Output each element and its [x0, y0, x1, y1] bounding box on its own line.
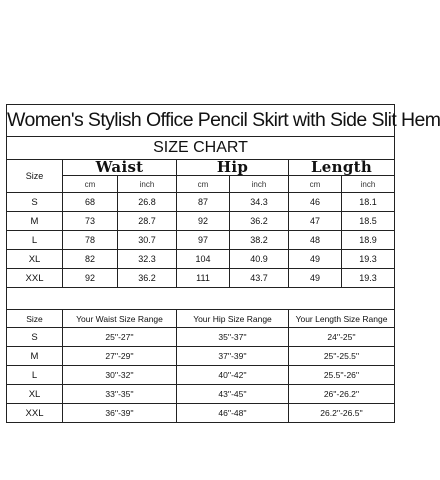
table-row	[7, 250, 395, 269]
value-cell: 19.3	[342, 269, 395, 288]
measurement-section	[7, 160, 395, 288]
value-cell: 30.7	[118, 231, 177, 250]
size-chart-table	[6, 104, 440, 288]
size-chart-label: SIZE CHART	[7, 137, 395, 160]
product-title: Women's Stylish Office Pencil Skirt with Side Slit Hem	[7, 105, 395, 137]
value-cell: 46	[289, 193, 342, 212]
size-cell: XXL	[7, 404, 63, 423]
table-divider	[7, 288, 395, 310]
range-cell: 25''-27''	[63, 328, 177, 347]
range-cell: 43''-45''	[177, 385, 289, 404]
value-cell: 104	[177, 250, 230, 269]
range-cell: 30''-32''	[63, 366, 177, 385]
size-cell: L	[7, 366, 63, 385]
size-cell: S	[7, 193, 63, 212]
value-cell: 92	[63, 269, 118, 288]
range-cell: 24''-25''	[289, 328, 395, 347]
unit-label: cm	[177, 176, 230, 193]
hip-range-header: Your Hip Size Range	[177, 310, 289, 328]
range-cell: 40''-42''	[177, 366, 289, 385]
value-cell: 111	[177, 269, 230, 288]
value-cell: 18.9	[342, 231, 395, 250]
unit-label: cm	[289, 176, 342, 193]
range-cell: 27''-29''	[63, 347, 177, 366]
range-cell: 26''-26.2''	[289, 385, 395, 404]
value-cell: 87	[177, 193, 230, 212]
size-column-header: Size	[7, 160, 63, 193]
value-cell: 28.7	[118, 212, 177, 231]
value-cell: 36.2	[230, 212, 289, 231]
value-cell: 19.3	[342, 250, 395, 269]
value-cell: 48	[289, 231, 342, 250]
value-cell: 38.2	[230, 231, 289, 250]
table-row	[7, 404, 395, 423]
table-row	[7, 328, 395, 347]
value-cell: 32.3	[118, 250, 177, 269]
table-row	[7, 366, 395, 385]
size-chart-container	[6, 104, 440, 423]
size-cell: XXL	[7, 269, 63, 288]
size-cell: XL	[7, 385, 63, 404]
unit-label: inch	[342, 176, 395, 193]
value-cell: 68	[63, 193, 118, 212]
table-row	[7, 231, 395, 250]
value-cell: 40.9	[230, 250, 289, 269]
value-cell: 36.2	[118, 269, 177, 288]
value-cell: 26.8	[118, 193, 177, 212]
range-section	[7, 310, 395, 423]
length-range-header: Your Length Size Range	[289, 310, 395, 328]
table-row	[7, 269, 395, 288]
value-cell: 78	[63, 231, 118, 250]
range-cell: 25''-25.5''	[289, 347, 395, 366]
size-column-header: Size	[7, 310, 63, 328]
size-cell: M	[7, 347, 63, 366]
value-cell: 43.7	[230, 269, 289, 288]
range-cell: 35''-37''	[177, 328, 289, 347]
range-cell: 25.5''-26''	[289, 366, 395, 385]
hip-group-header: Hip	[177, 160, 289, 176]
unit-label: inch	[230, 176, 289, 193]
value-cell: 92	[177, 212, 230, 231]
value-cell: 34.3	[230, 193, 289, 212]
table-row	[7, 212, 395, 231]
value-cell: 82	[63, 250, 118, 269]
length-group-header: Length	[289, 160, 395, 176]
value-cell: 73	[63, 212, 118, 231]
range-cell: 46''-48''	[177, 404, 289, 423]
table-row	[7, 193, 395, 212]
waist-group-header: Waist	[63, 160, 177, 176]
unit-label: cm	[63, 176, 118, 193]
table-row	[7, 385, 395, 404]
waist-range-header: Your Waist Size Range	[63, 310, 177, 328]
range-cell: 26.2''-26.5''	[289, 404, 395, 423]
unit-label: inch	[118, 176, 177, 193]
range-cell: 33''-35''	[63, 385, 177, 404]
value-cell: 49	[289, 269, 342, 288]
table-row	[7, 347, 395, 366]
size-range-table	[6, 288, 395, 423]
value-cell: 47	[289, 212, 342, 231]
value-cell: 97	[177, 231, 230, 250]
value-cell: 49	[289, 250, 342, 269]
range-cell: 36''-39''	[63, 404, 177, 423]
range-cell: 37''-39''	[177, 347, 289, 366]
size-cell: M	[7, 212, 63, 231]
size-cell: S	[7, 328, 63, 347]
value-cell: 18.5	[342, 212, 395, 231]
size-cell: L	[7, 231, 63, 250]
size-cell: XL	[7, 250, 63, 269]
value-cell: 18.1	[342, 193, 395, 212]
